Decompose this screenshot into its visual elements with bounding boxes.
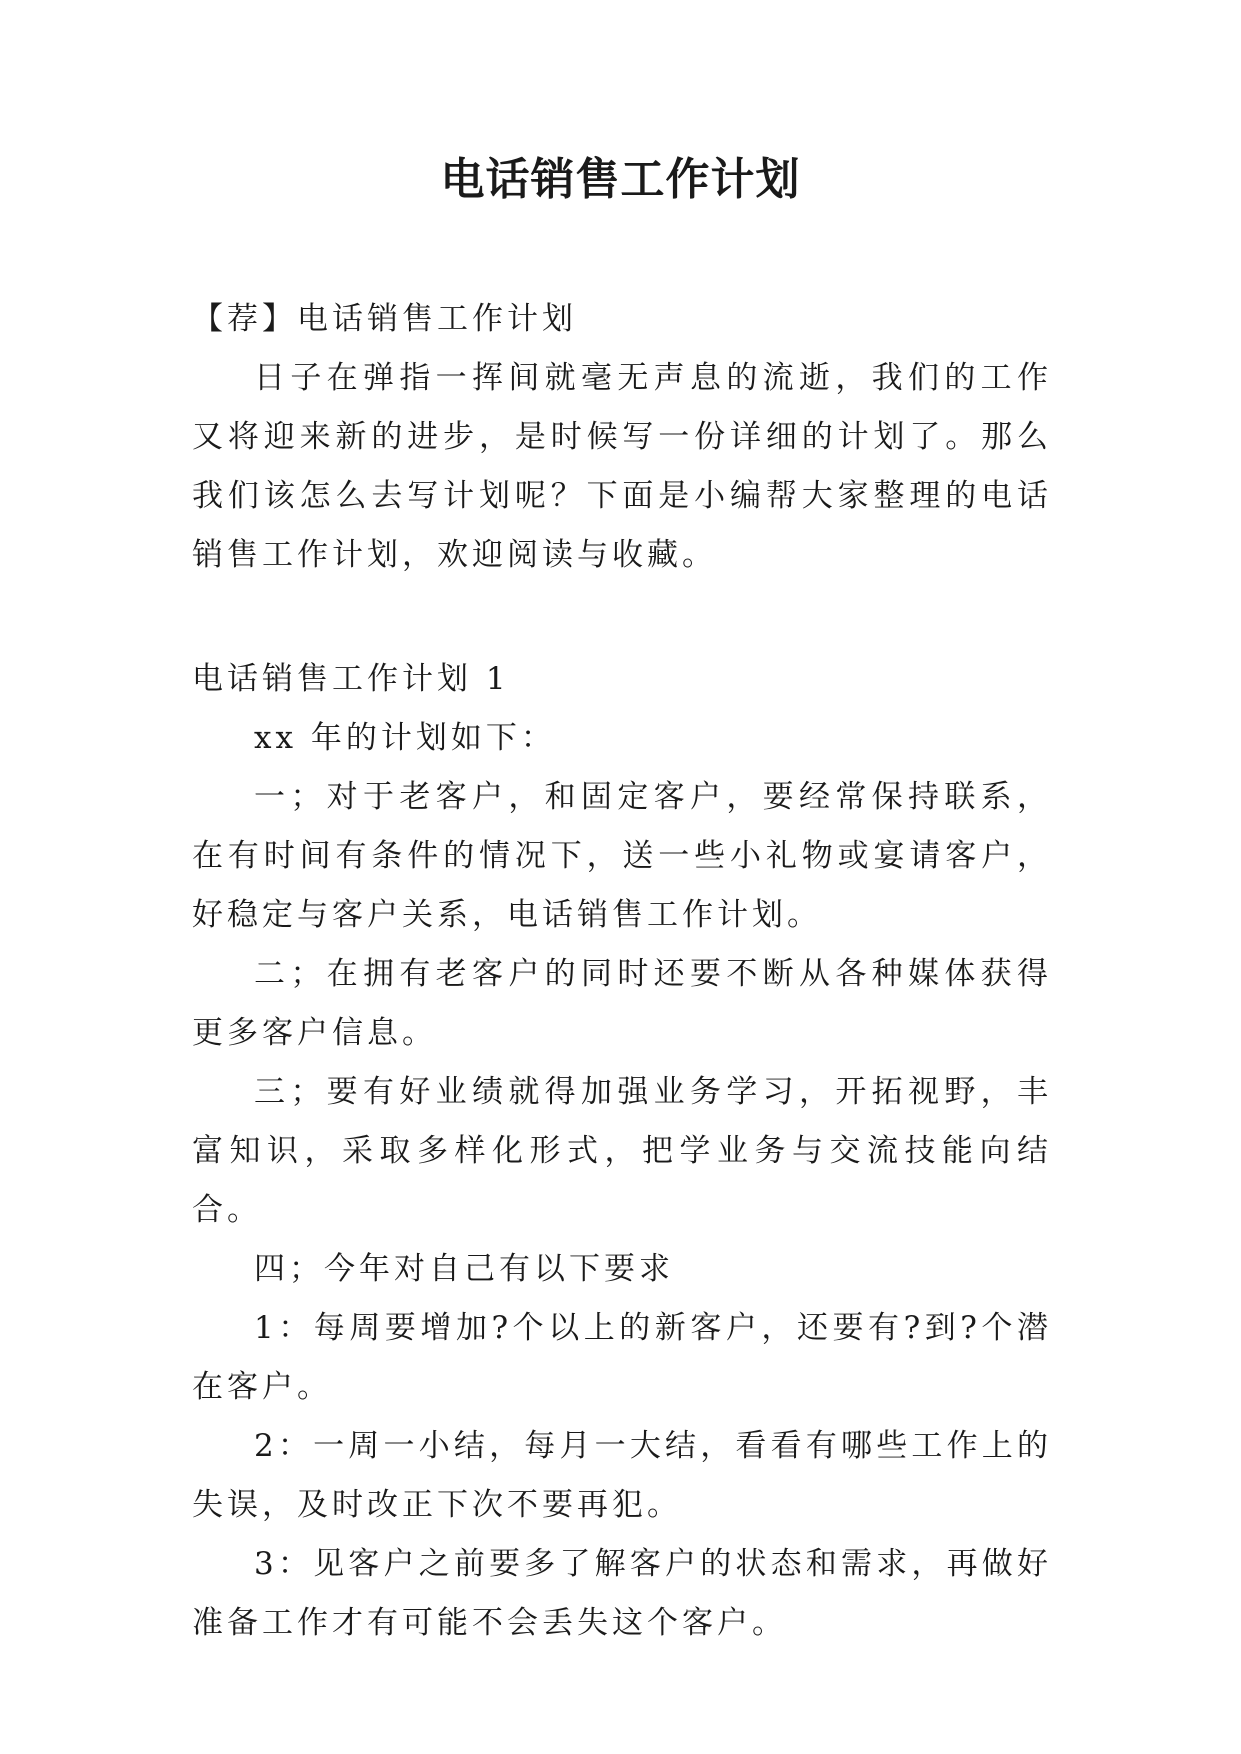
plan-paragraph: 一；对于老客户，和固定客户，要经常保持联系，在有时间有条件的情况下，送一些小礼物或宴请客户，好稳定与客户关系，电话销售工作计划。 bbox=[192, 779, 1052, 933]
plan-paragraph: 三；要有好业绩就得加强业务学习，开拓视野，丰富知识，采取多样化形式，把学业务与交流技能向结合。 bbox=[192, 1074, 1052, 1228]
intro-paragraph: 日子在弹指一挥间就毫无声息的流逝，我们的工作又将迎来新的进步，是时候写一份详细的计划了。那么我们该怎么去写计划呢？下面是小编帮大家整理的电话销售工作计划，欢迎阅读与收藏。 bbox=[192, 360, 1052, 573]
plan-paragraph: 3：见客户之前要多了解客户的状态和需求，再做好准备工作才有可能不会丢失这个客户。 bbox=[192, 1546, 1052, 1641]
plan-paragraph: 1：每周要增加?个以上的新客户，还要有?到?个潜在客户。 bbox=[192, 1310, 1052, 1405]
section-spacer bbox=[192, 585, 1052, 650]
plan-paragraph: 四；今年对自己有以下要求 bbox=[254, 1251, 674, 1287]
recommend-line: 【荐】电话销售工作计划 bbox=[192, 301, 577, 337]
document-title: 电话销售工作计划 bbox=[440, 154, 801, 205]
document-body bbox=[192, 290, 1052, 1653]
plan-paragraph: xx 年的计划如下： bbox=[254, 720, 556, 756]
section-heading: 电话销售工作计划 1 bbox=[192, 661, 510, 697]
plan-paragraph: 二；在拥有老客户的同时还要不断从各种媒体获得更多客户信息。 bbox=[192, 956, 1052, 1051]
plan-paragraph: 2：一周一小结，每月一大结，看看有哪些工作上的失误，及时改正下次不要再犯。 bbox=[192, 1428, 1052, 1523]
